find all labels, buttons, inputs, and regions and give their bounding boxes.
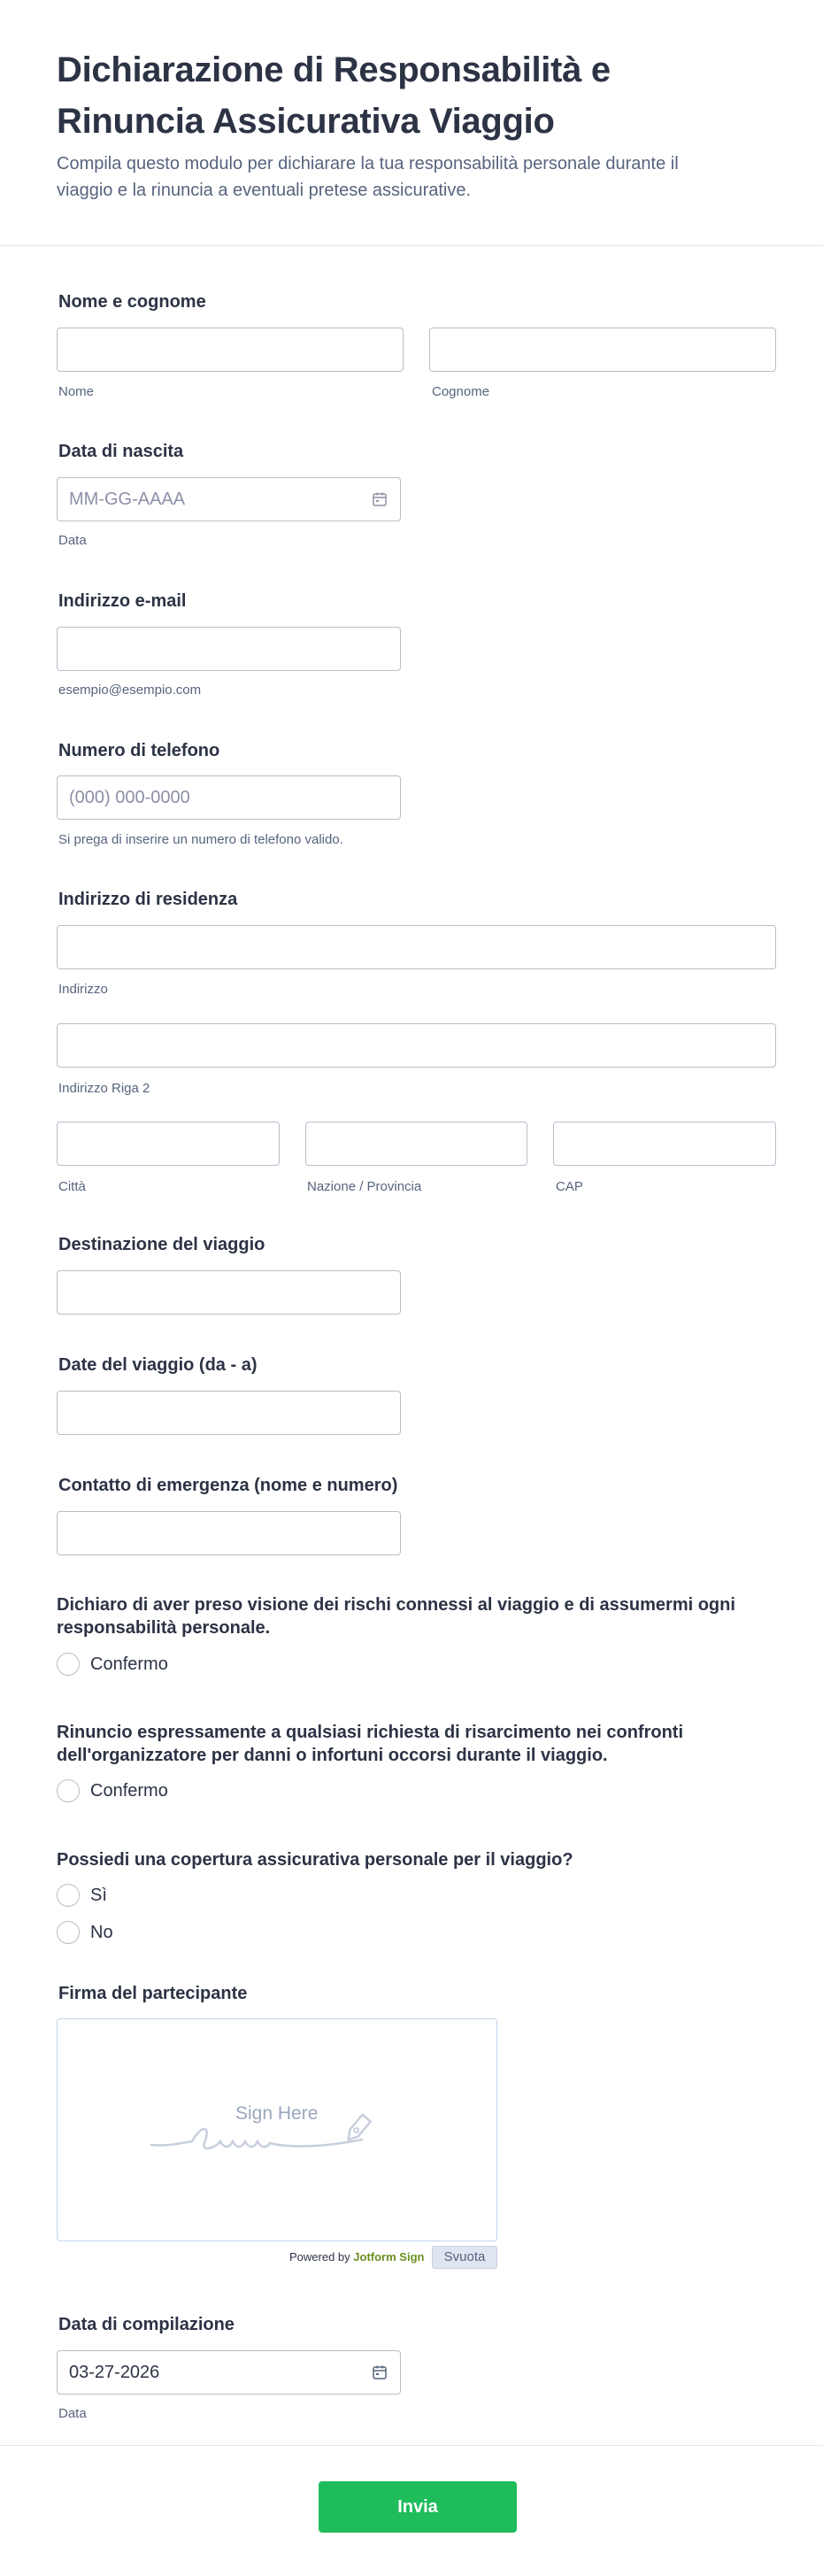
birthdate-input[interactable] bbox=[57, 477, 401, 521]
fill-date-sublabel: Data bbox=[58, 2406, 87, 2421]
travel-dates-input[interactable] bbox=[57, 1391, 401, 1435]
signature-pad[interactable] bbox=[57, 2018, 497, 2241]
declaration2-line2: dell'organizzatore per danni o infortuni occorsi durante il viaggio. bbox=[57, 1746, 608, 1765]
signature-label: Firma del partecipante bbox=[58, 1984, 248, 2003]
signature-scribble-icon bbox=[150, 2108, 397, 2161]
destination-input[interactable] bbox=[57, 1270, 401, 1315]
form-title bbox=[57, 44, 766, 147]
name-label: Nome e cognome bbox=[58, 292, 206, 312]
insurance-no-label: No bbox=[90, 1922, 113, 1942]
email-sublabel: esempio@esempio.com bbox=[58, 683, 202, 698]
insurance-question: Possiedi una copertura assicurativa personale per il viaggio? bbox=[57, 1850, 573, 1870]
submit-button[interactable]: Invia bbox=[319, 2481, 517, 2533]
declaration1-line2: responsabilità personale. bbox=[57, 1618, 271, 1638]
destination-label: Destinazione del viaggio bbox=[58, 1235, 265, 1254]
insurance-yes-radio[interactable] bbox=[57, 1884, 80, 1907]
fill-date-value: 03-27-2026 bbox=[69, 2363, 160, 2382]
powered-brand: Jotform Sign bbox=[353, 2250, 425, 2264]
emergency-input[interactable] bbox=[57, 1511, 401, 1555]
declaration1-option-label: Confermo bbox=[90, 1654, 168, 1674]
phone-placeholder: (000) 000-0000 bbox=[69, 788, 190, 807]
declaration1-line1: Dichiaro di aver preso visione dei rischi connessi al viaggio e di assumermi ogni bbox=[57, 1595, 735, 1615]
email-label: Indirizzo e-mail bbox=[58, 591, 187, 611]
last-name-input[interactable] bbox=[429, 328, 776, 372]
zip-sublabel: CAP bbox=[556, 1179, 583, 1194]
phone-input[interactable] bbox=[57, 775, 401, 820]
form-footer bbox=[0, 2445, 823, 2576]
declaration1-option[interactable] bbox=[57, 1652, 168, 1677]
form-title-line1: Dichiarazione di Responsabilità e bbox=[57, 50, 611, 89]
address-label: Indirizzo di residenza bbox=[58, 890, 238, 909]
declaration2-radio[interactable] bbox=[57, 1779, 80, 1802]
emergency-label: Contatto di emergenza (nome e numero) bbox=[58, 1476, 398, 1495]
powered-by bbox=[289, 2250, 424, 2264]
form-subtitle bbox=[57, 150, 766, 204]
declaration1-radio[interactable] bbox=[57, 1653, 80, 1676]
state-input[interactable] bbox=[305, 1122, 527, 1166]
fill-date-input[interactable] bbox=[57, 2350, 401, 2395]
birthdate-label: Data di nascita bbox=[58, 442, 184, 461]
city-sublabel: Città bbox=[58, 1179, 86, 1194]
form-subtitle-line1: Compila questo modulo per dichiarare la tua responsabilità personale durante il bbox=[57, 154, 679, 174]
zip-input[interactable] bbox=[553, 1122, 776, 1166]
email-input[interactable] bbox=[57, 627, 401, 671]
declaration2-option-label: Confermo bbox=[90, 1780, 168, 1801]
insurance-yes-label: Sì bbox=[90, 1885, 107, 1905]
form-subtitle-line2: viaggio e la rinuncia a eventuali pretese assicurative. bbox=[57, 181, 472, 200]
address-line2-input[interactable] bbox=[57, 1023, 776, 1068]
declaration1-question bbox=[57, 1593, 735, 1639]
city-input[interactable] bbox=[57, 1122, 280, 1166]
declaration2-option[interactable] bbox=[57, 1778, 168, 1803]
form-header bbox=[0, 0, 823, 246]
address-line1-sublabel: Indirizzo bbox=[58, 982, 108, 997]
state-sublabel: Nazione / Provincia bbox=[307, 1179, 422, 1194]
calendar-icon[interactable] bbox=[372, 491, 388, 507]
powered-prefix: Powered by bbox=[289, 2250, 350, 2264]
birthdate-placeholder: MM-GG-AAAA bbox=[69, 490, 186, 509]
declaration2-line1: Rinuncio espressamente a qualsiasi richiesta di risarcimento nei confronti bbox=[57, 1723, 683, 1742]
signature-placeholder: Sign Here bbox=[235, 2103, 319, 2124]
address-line2-sublabel: Indirizzo Riga 2 bbox=[58, 1081, 150, 1096]
insurance-no-radio[interactable] bbox=[57, 1921, 80, 1944]
fill-date-label: Data di compilazione bbox=[58, 2315, 235, 2334]
clear-signature-button[interactable]: Svuota bbox=[432, 2246, 497, 2269]
insurance-option-no[interactable] bbox=[57, 1920, 113, 1945]
first-name-sublabel: Nome bbox=[58, 384, 95, 399]
first-name-input[interactable] bbox=[57, 328, 404, 372]
declaration2-question bbox=[57, 1721, 683, 1767]
form-title-line2: Rinuncia Assicurativa Viaggio bbox=[57, 102, 555, 141]
calendar-icon[interactable] bbox=[372, 2364, 388, 2380]
last-name-sublabel: Cognome bbox=[432, 384, 490, 399]
insurance-option-yes[interactable] bbox=[57, 1883, 107, 1908]
phone-label: Numero di telefono bbox=[58, 741, 220, 760]
birthdate-sublabel: Data bbox=[58, 533, 87, 548]
travel-dates-label: Date del viaggio (da - a) bbox=[58, 1355, 258, 1375]
phone-sublabel: Si prega di inserire un numero di telefono valido. bbox=[58, 832, 343, 847]
address-line1-input[interactable] bbox=[57, 925, 776, 969]
